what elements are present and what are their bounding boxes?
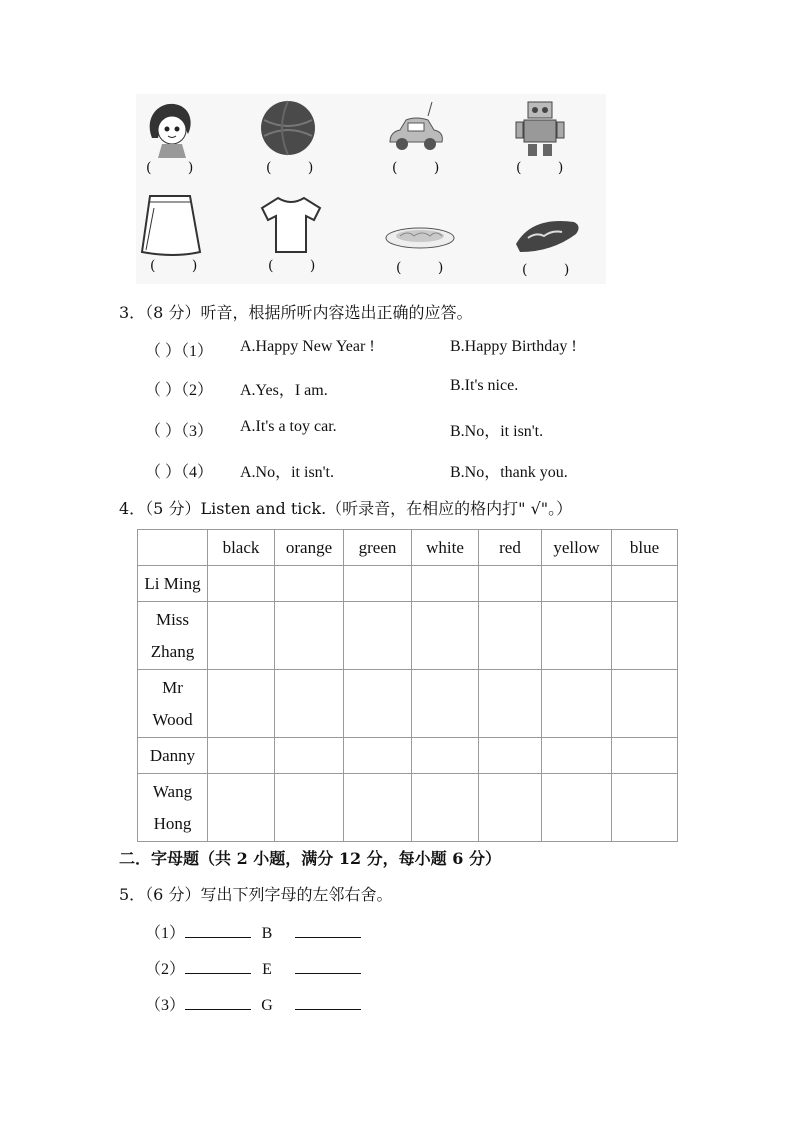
- tick-cell[interactable]: [479, 566, 542, 602]
- tick-cell[interactable]: [208, 566, 275, 602]
- tick-cell[interactable]: [412, 774, 479, 842]
- tick-cell[interactable]: [479, 774, 542, 842]
- tick-cell[interactable]: [612, 602, 678, 670]
- table-row: [138, 602, 678, 670]
- row-header-line: Danny: [149, 745, 196, 765]
- row-header-line: Li Ming: [144, 573, 201, 593]
- tick-table: [137, 529, 678, 842]
- column-header: yellow: [542, 530, 612, 566]
- column-header: green: [344, 530, 412, 566]
- q5-item-number: （2）: [145, 961, 186, 978]
- tick-cell[interactable]: [412, 566, 479, 602]
- row-header-line: Zhang: [150, 641, 195, 661]
- tick-cell[interactable]: [275, 602, 344, 670]
- row-header: [138, 774, 208, 842]
- row-header: [138, 670, 208, 738]
- picture-answer-bracket[interactable]: ( ): [392, 160, 456, 176]
- q3-answer-bracket[interactable]: （ ）（3）: [145, 423, 214, 440]
- table-header-row: [138, 530, 678, 566]
- picture-answer-bracket[interactable]: ( ): [146, 160, 210, 176]
- q3-option-a: A.It's a toy car.: [240, 418, 337, 435]
- tick-cell[interactable]: [344, 566, 412, 602]
- column-header: blue: [612, 530, 678, 566]
- tick-cell[interactable]: [412, 602, 479, 670]
- tick-cell[interactable]: [344, 602, 412, 670]
- tick-cell[interactable]: [208, 738, 275, 774]
- row-header-line: Hong: [153, 813, 192, 833]
- q3-option-b: B.It's nice.: [450, 377, 519, 394]
- row-header-line: Wood: [152, 709, 193, 729]
- tick-cell[interactable]: [275, 670, 344, 738]
- q3-heading: 3．（8 分）听音，根据所听内容选出正确的应答。: [119, 303, 473, 322]
- picture-answer-bracket[interactable]: ( ): [522, 262, 586, 278]
- tick-cell[interactable]: [275, 738, 344, 774]
- q5-item: [145, 920, 361, 943]
- q5-item: [145, 992, 361, 1015]
- tick-cell[interactable]: [208, 670, 275, 738]
- row-header: [138, 566, 208, 602]
- tick-cell[interactable]: [612, 566, 678, 602]
- left-letter-blank[interactable]: [185, 923, 251, 938]
- q5-letter: G: [261, 997, 273, 1014]
- right-letter-blank[interactable]: [295, 959, 361, 974]
- table-row: [138, 670, 678, 738]
- tick-cell[interactable]: [344, 774, 412, 842]
- q3-option-a: A.Happy New Year !: [240, 338, 375, 355]
- right-letter-blank[interactable]: [295, 995, 361, 1010]
- tick-cell[interactable]: [208, 774, 275, 842]
- q3-option-a: A.No，it isn't.: [240, 464, 335, 481]
- tick-cell[interactable]: [344, 738, 412, 774]
- picture-answer-bracket[interactable]: ( ): [516, 160, 580, 176]
- tick-cell[interactable]: [208, 602, 275, 670]
- table-row: [138, 566, 678, 602]
- tick-cell[interactable]: [612, 774, 678, 842]
- q5-item-number: （1）: [145, 925, 186, 942]
- tick-cell[interactable]: [412, 738, 479, 774]
- tick-cell[interactable]: [275, 774, 344, 842]
- column-header: black: [208, 530, 275, 566]
- q5-heading: 5．（6 分）写出下列字母的左邻右舍。: [119, 885, 393, 904]
- tick-cell[interactable]: [542, 774, 612, 842]
- q3-answer-bracket[interactable]: （ ）（2）: [145, 382, 214, 399]
- tick-cell[interactable]: [542, 738, 612, 774]
- picture-answer-bracket[interactable]: ( ): [268, 258, 332, 274]
- q5-letter: B: [261, 925, 273, 942]
- section-2-heading: 二．字母题（共 2 小题，满分 12 分，每小题 6 分）: [119, 849, 501, 868]
- right-letter-blank[interactable]: [295, 923, 361, 938]
- table-corner-cell: [138, 530, 208, 566]
- row-header-line: Wang: [152, 781, 193, 801]
- column-header: orange: [275, 530, 344, 566]
- tick-cell[interactable]: [479, 738, 542, 774]
- q5-letter: E: [262, 961, 272, 978]
- tick-cell[interactable]: [479, 670, 542, 738]
- row-header-line: Mr: [162, 677, 183, 697]
- tick-cell[interactable]: [542, 670, 612, 738]
- row-header-line: Miss: [155, 609, 190, 629]
- tick-cell[interactable]: [612, 738, 678, 774]
- tick-cell[interactable]: [275, 566, 344, 602]
- q3-option-b: B.No，thank you.: [450, 464, 568, 481]
- q5-item-number: （3）: [145, 997, 186, 1014]
- tick-cell[interactable]: [542, 566, 612, 602]
- q3-option-b: B.No，it isn't.: [450, 423, 544, 440]
- q4-heading: 4．（5 分）Listen and tick.（听录音，在相应的格内打" √"。）: [119, 499, 573, 518]
- q3-option-b: B.Happy Birthday !: [450, 338, 577, 355]
- picture-grid: [136, 94, 606, 284]
- q3-answer-bracket[interactable]: （ ）（4）: [145, 464, 214, 481]
- row-header: [138, 602, 208, 670]
- table-row: [138, 774, 678, 842]
- q5-item: [145, 956, 361, 979]
- tick-cell[interactable]: [344, 670, 412, 738]
- column-header: white: [412, 530, 479, 566]
- picture-answer-bracket[interactable]: ( ): [266, 160, 330, 176]
- q3-answer-bracket[interactable]: （ ）（1）: [145, 343, 214, 360]
- left-letter-blank[interactable]: [185, 959, 251, 974]
- q3-option-a: A.Yes，I am.: [240, 382, 328, 399]
- tick-cell[interactable]: [479, 602, 542, 670]
- tick-cell[interactable]: [412, 670, 479, 738]
- row-header: [138, 738, 208, 774]
- picture-answer-bracket[interactable]: ( ): [150, 258, 214, 274]
- left-letter-blank[interactable]: [185, 995, 251, 1010]
- tick-cell[interactable]: [542, 602, 612, 670]
- table-row: [138, 738, 678, 774]
- tick-cell[interactable]: [612, 670, 678, 738]
- picture-answer-bracket[interactable]: ( ): [396, 260, 460, 276]
- column-header: red: [479, 530, 542, 566]
